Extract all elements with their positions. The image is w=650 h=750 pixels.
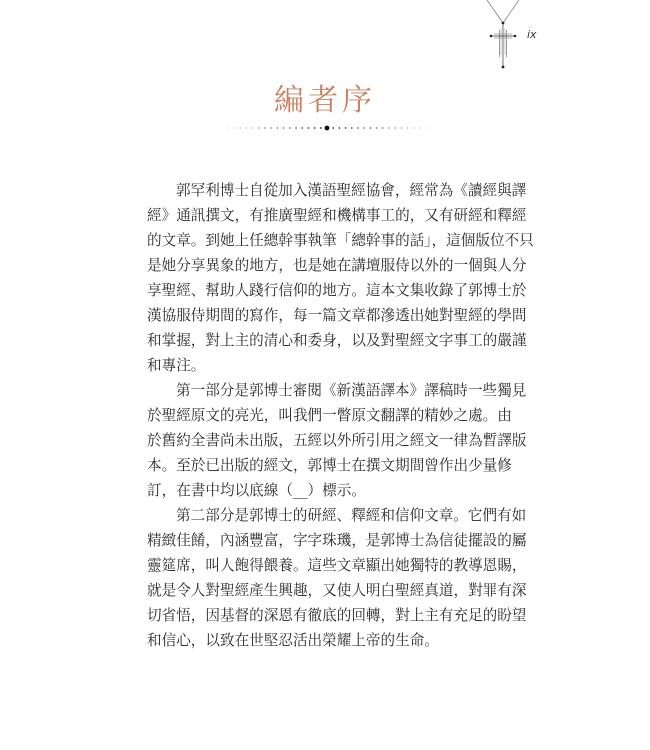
text-line: 於舊約全書尚未出版，五經以外所引用之經文一律為暫譯版 <box>147 432 527 449</box>
text-line: 是她分享異象的地方，也是她在講壇服侍以外的一個與人分 <box>147 257 527 274</box>
text-line: 漢協服侍期間的寫作，每一篇文章都滲透出她對聖經的學問 <box>147 307 527 324</box>
text-line: 切省悟，因基督的深恩有徹底的回轉，對上主有充足的盼望 <box>147 607 527 624</box>
paragraph-2 <box>147 378 527 503</box>
paragraph-3 <box>147 503 527 653</box>
text-line: 靈筵席，叫人飽得餵養。這些文章顯出她獨特的教導恩賜， <box>147 557 527 574</box>
text-line: 就是令人對聖經產生興趣，又使人明白聖經真道，對罪有深 <box>147 582 527 599</box>
text-line: 和信心，以致在世堅忍活出榮耀上帝的生命。 <box>147 632 439 649</box>
page-title: 編者序 <box>274 83 376 118</box>
text-line: 第一部分是郭博士審閱《新漢語譯本》譯稿時一些獨見 <box>176 382 527 399</box>
dotted-divider-icon <box>222 119 432 131</box>
text-line: 郭罕利博士自從加入漢語聖經協會，經常為《讀經與譯 <box>176 182 527 199</box>
text-line: 精緻佳餚，內涵豐富，字字珠璣，是郭博士為信徒擺設的屬 <box>147 532 527 549</box>
paragraph-1 <box>147 178 534 378</box>
text-line: 和專注。 <box>147 357 206 374</box>
text-line: 訂，在書中均以底線（__）標示。 <box>147 482 366 499</box>
text-line: 經》通訊撰文，有推廣聖經和機構事工的，又有研經和釋經 <box>147 207 527 224</box>
text-line: 享聖經、幫助人踐行信仰的地方。這本文集收錄了郭博士於 <box>147 282 527 299</box>
text-line: 第二部分是郭博士的研經、釋經和信仰文章。它們有如 <box>176 507 527 524</box>
page-number: ix <box>527 28 537 41</box>
text-line: 本。至於已出版的經文，郭博士在撰文期間曾作出少量修 <box>147 457 512 474</box>
text-line: 於聖經原文的亮光，叫我們一瞥原文翻譯的精妙之處。由 <box>147 407 512 424</box>
preface-body <box>147 178 534 653</box>
text-line: 和掌握，對上主的清心和委身，以及對聖經文字事工的嚴謹 <box>147 332 527 349</box>
text-line: 的文章。到她上任總幹事執筆「總幹事的話」，這個版位不只 <box>147 232 534 249</box>
